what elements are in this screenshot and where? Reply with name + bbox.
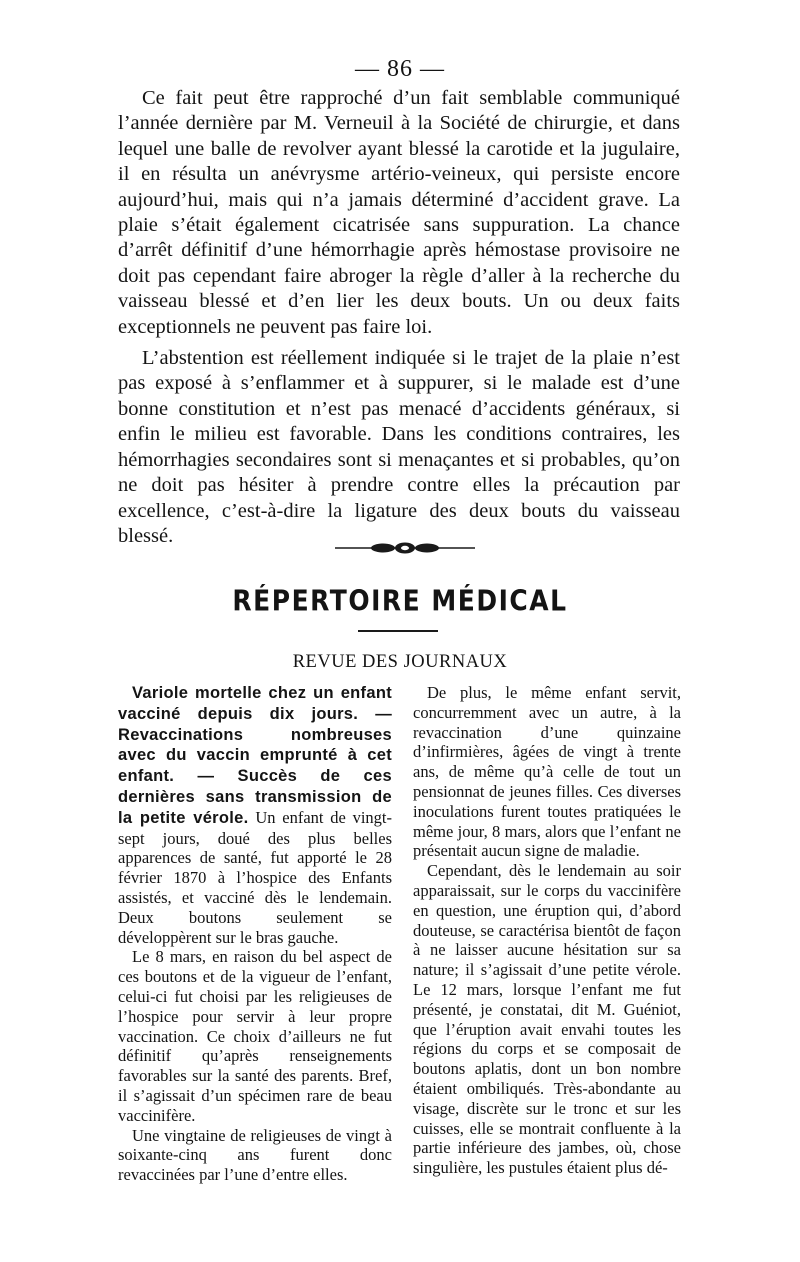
article-intro-text: Un enfant de vingt-sept jours, doué des plus belles apparences de santé, fut apporté le 28 février 1870 à l’hospice des Enfants assistés, et vacciné dès le lendemain. Deux boutons seulement se développèrent sur le bras gauche. — [118, 807, 393, 947]
body-text — [118, 86, 680, 549]
column-paragraph: Le 8 mars, en raison du bel aspect de ces boutons et de la vigueur de l’enfant, celui-ci fut choisi par les religieuses de l’hospice pour servir à leur propre vaccination. Ce choix d’ailleurs ne fut définitif qu’après renseignements favorables sur la santé des parents. Bref, il s’agissait d’un spécimen rare de beau vaccinifère. — [118, 947, 392, 1125]
ornament-divider-icon — [335, 537, 475, 559]
subsection-title: REVUE DES JOURNAUX — [292, 652, 508, 672]
page-number: — 86 — — [355, 56, 445, 82]
column-paragraph: Une vingtaine de religieuses de vingt à soixante-cinq ans furent donc revaccinées par l’une d’entre elles. — [118, 1125, 392, 1185]
section-rule — [358, 630, 438, 632]
article-first-paragraph — [118, 683, 392, 947]
column-paragraph: Cependant, dès le lendemain au soir apparaissait, sur le corps du vaccinifère en question, une éruption qui, d’abord douteuse, se caractérisa bientôt de façon à ne laisser aucune hésitation sur sa nature; il s’agissait d’une petite vérole. Le 12 mars, lorsque l’enfant me fut présenté, je constatai, dit M. Guéniot, que l’éruption avait envahi toutes les régions du corps et se composait de boutons aplatis, dont un bon nombre étaient ombiliqués. Très-abondante au visage, discrète sur le tronc et sur les cuisses, elle se montrait confluente à la partie inférieure des jambes, où, chose singulière, les pustules étaient plus dé- — [413, 861, 681, 1178]
article-heading: Variole mortelle chez un enfant vacciné depuis dix jours. — Revaccinations nombreuses avec du vaccin emprunté à cet enfant. — Succès de ces dernières sans transmission de la petite vérole. — [118, 684, 392, 827]
right-column — [413, 683, 681, 1178]
left-column — [118, 683, 392, 1185]
section-title: RÉPERTOIRE MÉDICAL — [232, 584, 568, 618]
column-paragraph: De plus, le même enfant servit, concurremment avec un autre, à la revaccination d’une quinzaine d’infirmières, âgées de vingt à trente ans, de même qu’à celle de tout un pensionnat de jeunes filles. Ces diverses inoculations furent toutes pratiquées le même jour, 8 mars, alors que l’enfant ne présentait aucun signe de maladie. — [413, 683, 681, 861]
body-paragraph: Ce fait peut être rapproché d’un fait semblable communiqué l’année dernière par M. Verneuil à la Société de chirurgie, et dans lequel une balle de revolver ayant blessé la carotide et la jugulaire, il en résulta un anévrysme artério-veineux, qui persiste encore aujourd’hui, mais qui n’a jamais déterminé d’accident grave. La plaie s’était également cicatrisée sans suppuration. La chance d’arrêt définitif d’une hémorrhagie après hémostase provisoire ne doit pas cependant faire abroger la règle d’aller à la recherche du vaisseau blessé et d’en lier les deux bouts. Un ou deux faits exceptionnels ne peuvent pas faire loi. — [118, 87, 680, 338]
body-paragraph: L’abstention est réellement indiquée si le trajet de la plaie n’est pas exposé à s’enflammer et à suppurer, si le malade est d’une bonne constitution et n’est pas menacé d’accidents généraux, si enfin le milieu est favorable. Dans les conditions contraires, les hémorrhagies secondaires sont si menaçantes et si probables, qu’on ne doit pas hésiter à prendre contre elles la précaution par excellence, c’est-à-dire la ligature des deux bouts du vaisseau blessé. — [118, 347, 680, 547]
